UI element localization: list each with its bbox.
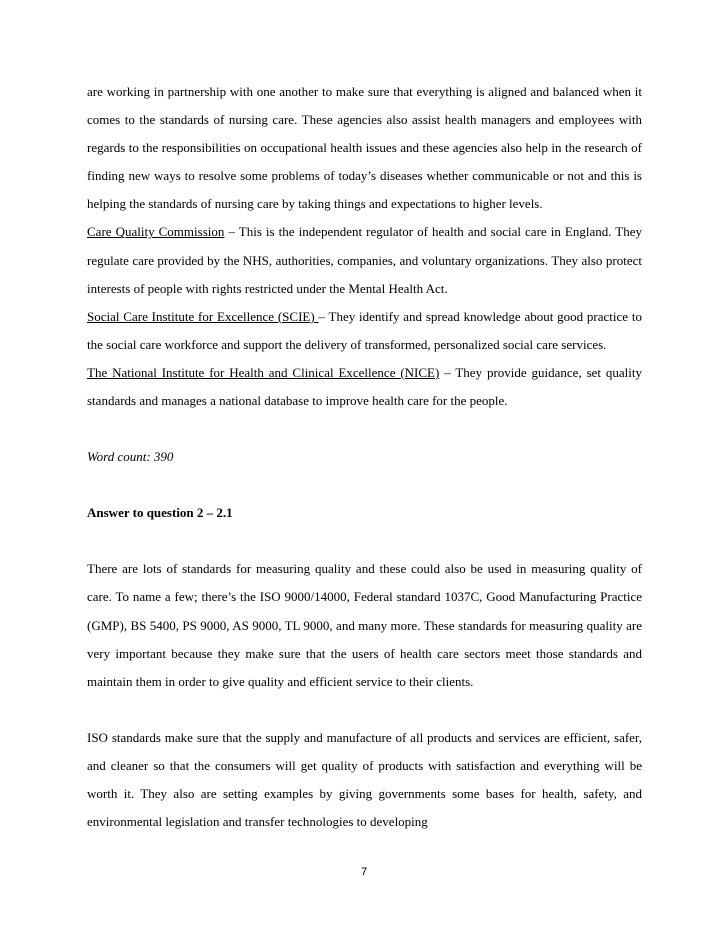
agency-entry-nice [87,359,642,415]
agency-name: Care Quality Commission [87,224,225,240]
intro-paragraph: are working in partnership with one another to make sure that everything is aligned and balanced when it comes to the standards of nursing care. These agencies also assist health managers and employees with regards to the responsibilities on occupational health issues and these agencies also help in the research of finding new ways to resolve some problems of today’s diseases whether communicable or not and this is helping the standards of nursing care by taking things and expectations to higher levels. [87,84,642,212]
spacer [87,696,642,724]
word-count: Word count: 390 [87,449,174,465]
spacer [87,471,642,499]
spacer [87,415,642,443]
spacer [87,527,642,555]
agency-description: – They identify and spread knowledge about good practice to the social care workforce and support the delivery of transformed, personalized social care services. [87,308,642,352]
agency-description: – This is the independent regulator of health and social care in England. They regulate care provided by the NHS, authorities, companies, and voluntary organizations. They also protect interests of people with rights restricted under the Mental Health Act. [87,224,642,296]
section-heading: Answer to question 2 – 2.1 [87,505,233,521]
body-paragraph-2: ISO standards make sure that the supply and manufacture of all products and services are efficient, safer, and cleaner so that the consumers will get quality of products with satisfaction and everything will be worth it. They also are setting examples by giving governments some bases for health, safety, and environmental legislation and transfer technologies to developing [87,729,642,830]
agency-entry-cqc [87,218,642,302]
page-number: 7 [360,866,368,878]
agency-entry-scie [87,303,642,359]
body-paragraph-1: There are lots of standards for measuring quality and these could also be used in measuring quality of care. To name a few; there’s the ISO 9000/14000, Federal standard 1037C, Good Manufacturing Practice (GMP), BS 5400, PS 9000, AS 9000, TL 9000, and many more. These standards for measuring quality are very important because they make sure that the users of health care sectors meet those standards and maintain them in order to give quality and efficient service to their clients. [87,561,642,689]
agency-name: The National Institute for Health and Clinical Excellence (NICE) [87,364,440,380]
agency-name: Social Care Institute for Excellence (SCIE) [87,308,319,324]
agency-description: – They provide guidance, set quality standards and manages a national database to improve health care for the people. [87,364,643,409]
document-body [87,78,642,836]
